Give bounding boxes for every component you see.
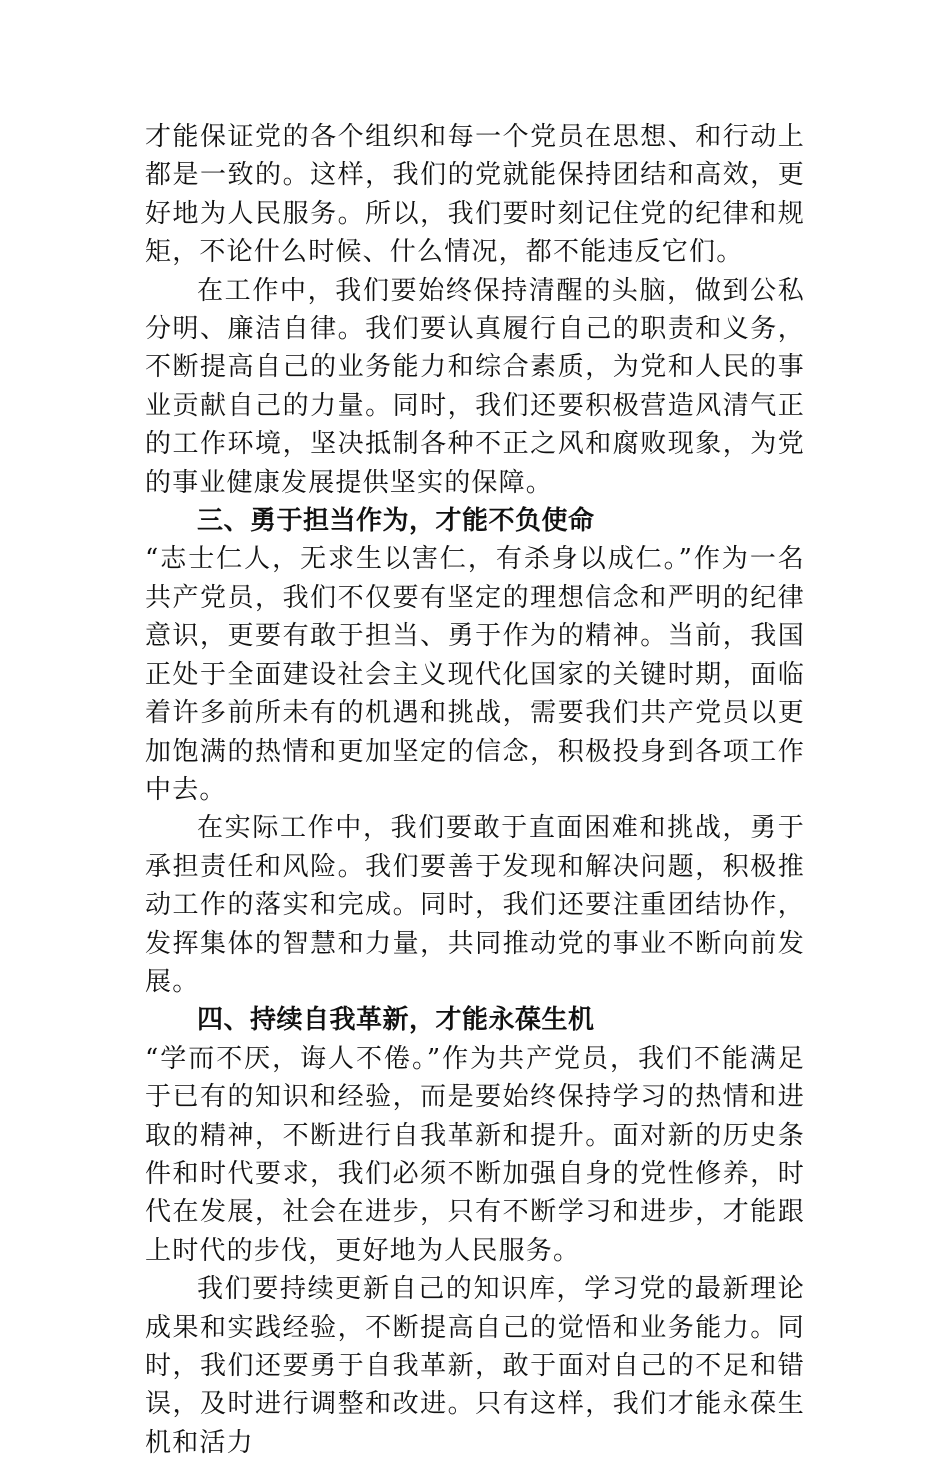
paragraph-responsibility-quote: “志士仁人，无求生以害仁，有杀身以成仁。”作为一名共产党员，我们不仅要有坚定的理想信念和严明的纪律意识，更要有敢于担当、勇于作为的精神。当前，我国正处于全面建设社会主义现代化国家的关键时期，面临着许多前所未有的机遇和挑战，需要我们共产党员以更加饱满的热情和更加坚定的信念，积极投身到各项工作中去。: [145, 544, 805, 805]
paragraph-work-discipline: 在工作中，我们要始终保持清醒的头脑，做到公私分明、廉洁自律。我们要认真履行自己的职责和义务，不断提高自己的业务能力和综合素质，为党和人民的事业贡献自己的力量。同时，我们还要积极营造风清气正的工作环境，坚决抵制各种不正之风和腐败现象，为党的事业健康发展提供坚实的保障。: [145, 275, 805, 498]
paragraph-practical-work: 在实际工作中，我们要敢于直面困难和挑战，勇于承担责任和风险。我们要善于发现和解决问题，积极推动工作的落实和完成。同时，我们还要注重团结协作，发挥集体的智慧和力量，共同推动党的事业不断向前发展。: [145, 813, 805, 997]
paragraph-continuation: 才能保证党的各个组织和每一个党员在思想、和行动上都是一致的。这样，我们的党就能保持团结和高效，更好地为人民服务。所以，我们要时刻记住党的纪律和规矩，不论什么时候、什么情况，都不能违反它们。: [145, 122, 805, 268]
section-heading-3: 三、勇于担当作为，才能不负使命: [197, 506, 595, 537]
section-heading-4: 四、持续自我革新，才能永葆生机: [197, 1005, 595, 1036]
paragraph-learning-quote: “学而不厌，诲人不倦。”作为共产党员，我们不能满足于已有的知识和经验，而是要始终保持学习的热情和进取的精神，不断进行自我革新和提升。面对新的历史条件和时代要求，我们必须不断加强自身的党性修养，时代在发展，社会在进步，只有不断学习和进步，才能跟上时代的步伐，更好地为人民服务。: [145, 1043, 805, 1266]
document-page: [145, 118, 805, 1462]
paragraph-self-renewal: 我们要持续更新自己的知识库，学习党的最新理论成果和实践经验，不断提高自己的觉悟和业务能力。同时，我们还要勇于自我革新，敢于面对自己的不足和错误，及时进行调整和改进。只有这样，我们才能永葆生机和活力: [145, 1274, 805, 1458]
